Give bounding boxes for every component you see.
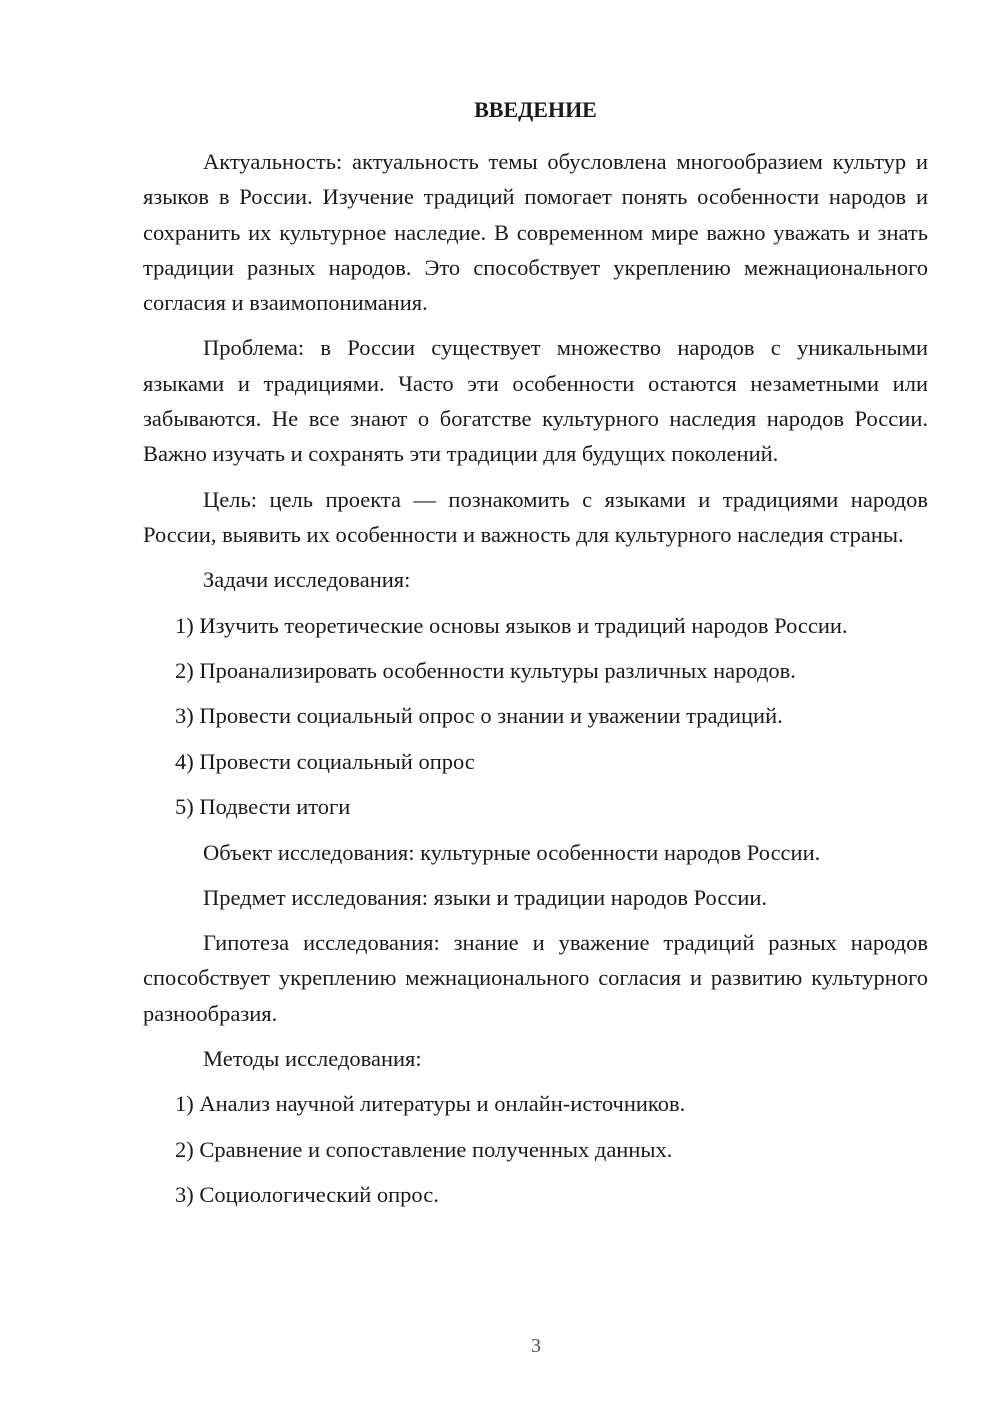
list-item: 3) Провести социальный опрос о знании и уважении традиций.: [175, 703, 783, 729]
list-item: 3) Социологический опрос.: [175, 1182, 439, 1208]
list-item: 1) Анализ научной литературы и онлайн-источников.: [175, 1091, 686, 1117]
document-body: [143, 95, 928, 1222]
page-title: ВВЕДЕНИЕ: [474, 97, 597, 122]
tasks-heading: Задачи исследования:: [203, 567, 411, 593]
methods-heading: Методы исследования:: [203, 1046, 422, 1071]
relevance-paragraph: Актуальность: актуальность темы обусловлена многообразием культур и языков в России. Изучение традиций помогает понять особенности народов и сохранить их культурное наследие. В современном мире важно уважать и знать традиции разных народов. Это способствует укреплению межнационального согласия и взаимопонимания.: [143, 149, 928, 316]
methods-list: [143, 1086, 928, 1212]
problem-paragraph: Проблема: в России существует множество народов с уникальными языками и традициями. Часто эти особенности остаются незаметными или забываются. Не все знают о богатстве культурного наследия народов России. Важно изучать и сохранять эти традиции для будущих поколений.: [143, 335, 928, 467]
list-item: 4) Провести социальный опрос: [175, 748, 475, 774]
list-item: 5) Подвести итоги: [175, 794, 351, 820]
subject-paragraph: Предмет исследования: языки и традиции народов России.: [203, 884, 768, 910]
tasks-list: [143, 608, 928, 825]
list-item: 2) Проанализировать особенности культуры различных народов.: [175, 657, 796, 683]
hypothesis-paragraph: Гипотеза исследования: знание и уважение традиций разных народов способствует укреплению межнационального согласия и развитию культурного разнообразия.: [143, 930, 928, 1026]
object-paragraph: Объект исследования: культурные особенности народов России.: [203, 839, 821, 865]
page-number: 3: [531, 1335, 541, 1357]
list-item: 1) Изучить теоретические основы языков и традиций народов России.: [175, 612, 848, 638]
list-item: 2) Сравнение и сопоставление полученных данных.: [175, 1136, 673, 1162]
goal-paragraph: Цель: цель проекта — познакомить с языками и традициями народов России, выявить их особенности и важность для культурного наследия страны.: [143, 486, 928, 547]
